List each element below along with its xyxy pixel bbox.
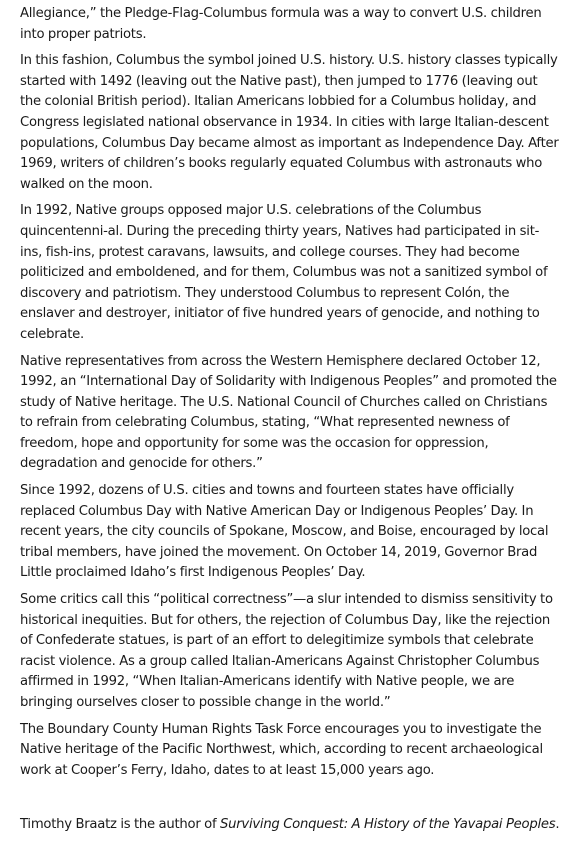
paragraph-quincentennial: In 1992, Native groups opposed major U.S. celebrations of the Columbus quincentenni-al. During the preceding thirty years, Natives had participated in sit-ins, fish-ins, protest caravans, lawsuits, and college courses. They had become politicized and emboldened, and for them, Columbus was not a sanitized symbol of discovery and patriotism. They understood Columbus to represent Colón, the enslaver and destroyer, initiator of five hundred years of genocide, and nothing to celebrate. (20, 203, 548, 342)
author-credit-prefix: Timothy Braatz is the author of (20, 817, 220, 833)
author-credit-suffix: . (555, 817, 560, 833)
paragraph-solidarity-day: Native representatives from across the Western Hemisphere declared October 12, 1992, an “International Day of Solidarity with Indigenous Peoples” and promoted the study of Native heritage. The U.S. National Council of Churches called on Christians to refrain from celebrating Columbus, stating, “What represented newness of freedom, hope and opportunity for some was the occasion for oppression, degradation and genocide for others.” (20, 353, 557, 472)
author-credit (20, 815, 560, 836)
paragraph-columbus-symbol: In this fashion, Columbus the symbol joined U.S. history. U.S. history classes typically started with 1492 (leaving out the Native past), then jumped to 1776 (leaving out the colonial British period). Italian Americans lobbied for a Columbus holiday, and Congress legislated national observance in 1934. In cities with large Italian-descent populations, Columbus Day became almost as important as Independence Day. After 1969, writers of children’s books regularly equated Columbus with astronauts who walked on the moon. (20, 53, 559, 192)
article-body (20, 4, 560, 842)
paragraph-indigenous-peoples-day: Since 1992, dozens of U.S. cities and towns and fourteen states have officially replaced Columbus Day with Native American Day or Indigenous Peoples’ Day. In recent years, the city councils of Spokane, Moscow, and Boise, encouraged by local tribal members, have joined the movement. On October 14, 2019, Governor Brad Little proclaimed Idaho’s first Indigenous Peoples’ Day. (20, 483, 549, 581)
book-title: Surviving Conquest: A History of the Yavapai Peoples (219, 817, 556, 833)
paragraph-task-force: The Boundary County Human Rights Task Force encourages you to investigate the Native heritage of the Pacific Northwest, which, according to recent archaeological work at Cooper’s Ferry, Idaho, dates to at least 15,000 years ago. (20, 721, 543, 778)
paragraph-pledge-flag: Allegiance,” the Pledge-Flag-Columbus formula was a way to convert U.S. children into proper patriots. (20, 6, 542, 42)
paragraph-political-correctness: Some critics call this “political correctness”—a slur intended to dismiss sensitivity to historical inequities. But for others, the rejection of Columbus Day, like the rejection of Confederate statues, is part of an effort to delegitimize symbols that celebrate racist violence. As a group called Italian-Americans Against Christopher Columbus affirmed in 1992, “When Italian-Americans identify with Native people, we are bringing ourselves closer to possible change in the world.” (20, 592, 553, 710)
